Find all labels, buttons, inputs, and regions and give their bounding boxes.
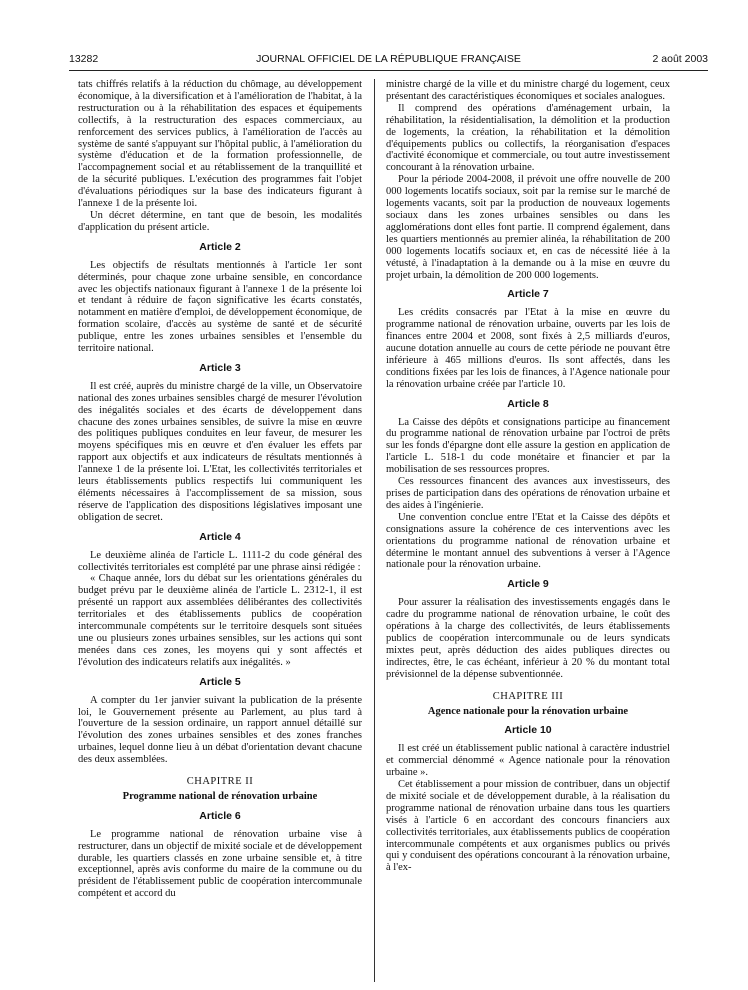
paragraph: Le deuxième alinéa de l'article L. 1111-2 du code général des collectivités territoriales est complété par une phrase ainsi rédigée :: [78, 549, 362, 573]
paragraph: Une convention conclue entre l'Etat et la Caisse des dépôts et consignations assure la cohérence de ces interventions avec les orientations du programme national de rénovation urbaine et détermine le montant annuel des subventions à verser à l'Agence nationale pour la rénovation urbaine.: [386, 511, 670, 571]
chapter-label: CHAPITRE II: [186, 776, 254, 788]
chapter-title: Programme national de rénovation urbaine: [122, 790, 318, 802]
paragraph: A compter du 1er janvier suivant la publication de la présente loi, le Gouvernement présente au Parlement, au plus tard à l'ouverture de la session ordinaire, un rapport annuel détaillé sur l'évolution des zones urbaines sensibles et des zones franches urbaines, lequel donne lieu à un débat d'orientation devant chacune des deux assemblées.: [78, 694, 362, 766]
article-heading: Article 10: [504, 724, 552, 737]
article-heading: Article 8: [507, 397, 549, 410]
paragraph: Pour assurer la réalisation des investissements engagés dans le cadre du programme national de rénovation urbaine, le coût des opérations à la charge des collectivités, de leurs établissements publics de coopération intercommunale ou de leurs syndicats mixtes peut, après déduction des aides publiques directes ou indirectes, être, le cas échéant, inférieur à 20 % du montant total prévisionnel de la dépense subventionnée.: [386, 597, 670, 680]
article-heading: Article 9: [507, 578, 549, 591]
chapter-label: CHAPITRE III: [492, 690, 564, 702]
article-heading: Article 3: [199, 361, 241, 374]
paragraph: Pour la période 2004-2008, il prévoit une offre nouvelle de 200 000 logements locatifs sociaux, soit par la remise sur le marché de logements vacants, soit par la production de nouveaux logements sociaux dans les zones urbaines sensibles ou dans les agglomérations dont elles font partie. Il comprend également, dans les quartiers mentionnés au premier alinéa, la réhabilitation de 200 000 logements locatifs sociaux et, en cas de nécessité liée à la vétusté, à l'inadaptation à la demande ou à la mise en œuvre du projet urbain, la démolition de 200 000 logements.: [386, 174, 670, 281]
left-column: [78, 79, 362, 900]
chapter-title: Agence nationale pour la rénovation urbaine: [427, 705, 629, 717]
article-heading: Article 6: [199, 809, 241, 822]
paragraph: Il comprend des opérations d'aménagement urbain, la réhabilitation, la résidentialisation, la démolition et la production de logements, la création, la réhabilitation et la démolition d'équipements publics ou collectifs, la réorganisation d'espaces d'activité économique et commerciale, ou tout autre investissement concourant à la rénovation urbaine.: [386, 102, 670, 174]
paragraph: Le programme national de rénovation urbaine vise à restructurer, dans un objectif de mixité sociale et de développement durable, les quartiers classés en zone urbaine sensible et, à titre exceptionnel, après avis conforme du maire de la commune ou du président de l'établissement public de coopération intercommunale compétent et accord du: [78, 828, 362, 900]
right-column: [386, 79, 670, 874]
header-rule: [69, 70, 708, 71]
paragraph: Ces ressources financent des avances aux investisseurs, des prises de participation dans des opérations de rénovation urbaine et des aides à l'ingénierie.: [386, 476, 670, 511]
publication-date: 2 août 2003: [652, 53, 708, 65]
article-heading: Article 2: [199, 240, 241, 253]
paragraph: Il est créé, auprès du ministre chargé de la ville, un Observatoire national des zones urbaines sensibles chargé de mesurer l'évolution des inégalités sociales et des écarts de développement dans chacune des zones urbaines sensibles, de suivre la mise en œuvre des politiques publiques conduites en leur faveur, de mesurer les moyens spécifiques mis en œuvre et d'en évaluer les effets par rapport aux objectifs et aux indicateurs de résultats mentionnés à l'annexe 1 de la présente loi. L'Etat, les collectivités territoriales et leurs établissements publics respectifs lui communiquent les éléments nécessaires à l'accomplissement de sa mission, sous réserve de l'application des dispositions législatives imposant une obligation de secret.: [78, 380, 362, 523]
paragraph: Un décret détermine, en tant que de besoin, les modalités d'application du présent article.: [78, 209, 362, 233]
column-separator: [374, 79, 375, 982]
page-number: 13282: [69, 53, 99, 65]
paragraph: ministre chargé de la ville et du ministre chargé du logement, ceux présentant des caractéristiques économiques et sociales analogues.: [386, 79, 670, 102]
paragraph: tats chiffrés relatifs à la réduction du chômage, au développement économique, à la diversification et à l'amélioration de l'habitat, à la restructuration ou à la réhabilitation des espaces et équipements collectifs, à la restructuration des espaces commerciaux, au renforcement des services publics, à l'amélioration de l'accès au système de santé s'appuyant sur l'hôpital public, à l'amélioration du système d'éducation et de la formation professionnelle, de l'accompagnement social et au rétablissement de la tranquillité et de la sécurité publiques. L'exécution des programmes fait l'objet d'évaluations périodiques sur la base des indicateurs figurant à l'annexe 1 de la présente loi.: [78, 79, 362, 210]
paragraph: Les objectifs de résultats mentionnés à l'article 1er sont déterminés, pour chaque zone urbaine sensible, en concordance avec les objectifs nationaux figurant à l'annexe 1 de la présente loi et tendant à réduire de façon significative les écarts constatés, notamment en matière d'emploi, de développement économique, de formation scolaire, d'accès au système de santé et de sécurité publique, entre les zones urbaines sensibles et l'ensemble du territoire national.: [78, 259, 362, 355]
paragraph: Les crédits consacrés par l'Etat à la mise en œuvre du programme national de rénovation urbaine, ouverts par les lois de finances entre 2004 et 2008, sont fixés à 2,5 milliards d'euros, aucune dotation annuelle au cours de cette période ne pouvant être inférieure à 465 millions d'euros. Ils sont affectés, dans les conditions fixées par les lois de finances, à l'Agence nationale pour la rénovation urbaine créée par l'article 10.: [386, 307, 670, 390]
journal-title: JOURNAL OFFICIEL DE LA RÉPUBLIQUE FRANÇAISE: [256, 53, 521, 65]
paragraph: « Chaque année, lors du débat sur les orientations générales du budget prévu par le deuxième alinéa de l'article L. 2312-1, il est présenté un rapport aux assemblées délibérantes des collectivités territoriales et des établissements publics de coopération intercommunale compétents sur le territoire desquels sont situées une ou plusieurs zones urbaines sensibles, sur les actions qui sont menées dans ces zones, les moyens qui y sont affectés et l'évolution des indicateurs relatifs aux inégalités. »: [78, 573, 362, 668]
paragraph: Il est créé un établissement public national à caractère industriel et commercial dénommé « Agence nationale pour la rénovation urbaine ».: [386, 743, 670, 779]
article-heading: Article 5: [199, 675, 241, 688]
paragraph: Cet établissement a pour mission de contribuer, dans un objectif de mixité sociale et de développement durable, à la réalisation du programme national de rénovation urbaine dans tous les quartiers visés à l'article 6 en accordant des concours financiers aux collectivités territoriales, aux établissements publics de coopération intercommunale compétents et aux organismes publics ou privés qui y conduisent des opérations concourant à la rénovation urbaine, à l'ex-: [386, 779, 670, 874]
article-heading: Article 7: [507, 288, 549, 301]
article-heading: Article 4: [199, 530, 241, 543]
page-header: [69, 53, 708, 69]
paragraph: La Caisse des dépôts et consignations participe au financement du programme national de rénovation urbaine par l'octroi de prêts sur les fonds d'épargne dont elle assure la gestion en application de l'article L. 518-1 du code monétaire et financier et par la mobilisation de ses ressources propres.: [386, 416, 670, 476]
